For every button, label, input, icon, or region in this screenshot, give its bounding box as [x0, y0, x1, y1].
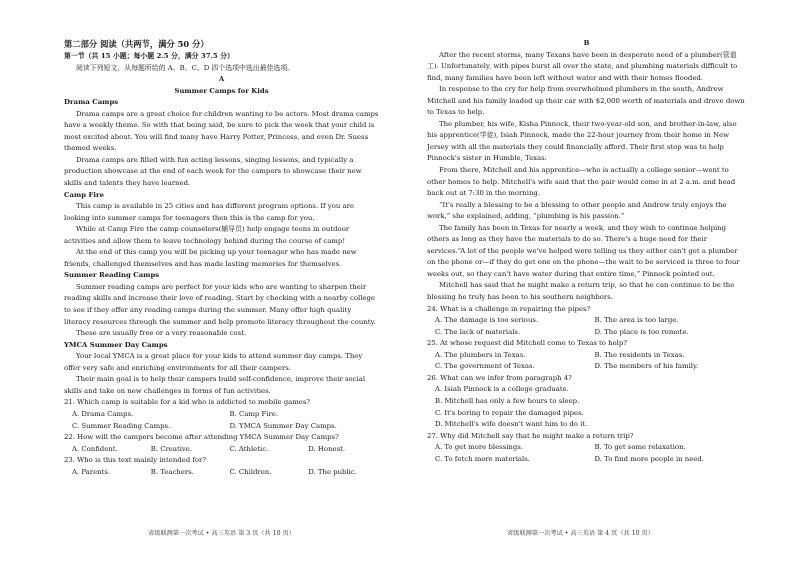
- answer-option: B. Mitchell has only a few hours to sleep.: [435, 396, 580, 405]
- answer-option: B. Camp Fire.: [229, 409, 279, 418]
- answer-option: B. To get some relaxation.: [594, 443, 686, 452]
- answer-option: A. Isiah Pinnock is a college graduate.: [435, 385, 569, 394]
- paragraph: In response to the cry for help from overwhelmed plumbers in the south, Andrew Mitchell and his family loaded up their car with $2,000 worth of materials and drove down to Texas to help.: [427, 85, 745, 117]
- answer-option: C. Athletic.: [229, 444, 269, 453]
- passage-letter-b: B: [583, 39, 590, 47]
- option-row: [427, 442, 746, 454]
- paragraph: These are usually free or a very reasonable cost.: [76, 329, 247, 338]
- option-row: [427, 396, 746, 408]
- paragraph: Your local YMCA is a great place for your kids to attend summer day camps. They offer very safe and enriching environments for all their campers.: [64, 352, 363, 372]
- paragraph: Mitchell has said that he might make a return trip, so that he can continue to be the blessing he truly has been to his southern neighbors.: [427, 281, 735, 302]
- question-stem: 22. How will the campers become after attending YMCA Summer Day Camps?: [64, 433, 339, 442]
- answer-option: A. Drama Camps.: [72, 409, 134, 418]
- answer-option: B. Creative.: [150, 444, 193, 453]
- option-row: [64, 409, 379, 421]
- option-row: [427, 408, 746, 420]
- option-row: [427, 327, 746, 339]
- paragraph: The family has been in Texas for nearly a week, and they wish to continue helping others as long as they have the materials to do so. There's a huge need for their services.“A lot of the people we've helped were telling us they either can't get a plumber on the phone or—if they do get one on the phone—the wait to be serviced is three to four weeks out, so they can't have water during that entire time,” Pinnock pointed out.: [427, 223, 740, 278]
- section-heading: Summer Reading Camps: [64, 271, 160, 280]
- section-heading: Drama Camps: [64, 98, 119, 107]
- right-page: [397, 0, 794, 562]
- page-footer: 省级联测第一次考试 • 高三英语 第 4 页（共 10 页）: [507, 530, 654, 537]
- answer-option: D. Mitchell's wife doesn't want him to do it.: [435, 420, 588, 429]
- answer-option: A. The plumbers in Texas.: [435, 350, 526, 359]
- paragraph: While at Camp Fire the camp counselors(辅导员) help engage teens in outdoor activities and allow them to leave technology behind during the course of camp!: [64, 225, 350, 245]
- paragraph: Their main goal is to help their campers build self-confidence, improve their social skills and take on new challenges in forms of fun activities.: [64, 375, 366, 395]
- answer-option: C. To fetch more materials.: [435, 454, 530, 463]
- option-row: [427, 350, 746, 362]
- question-stem: 24. What is a challenge in repairing the pipes?: [427, 304, 591, 313]
- answer-option: D. The place is too remote.: [594, 327, 689, 336]
- answer-option: C. It's boring to repair the damaged pipes.: [435, 408, 584, 417]
- paragraph: This camp is available in 25 cities and has different program options. If you are looking into summer camps for teenagers then this is the camp for you.: [64, 202, 354, 222]
- answer-option: D. YMCA Summer Day Camps.: [229, 421, 337, 430]
- passage-letter-a: A: [218, 75, 225, 84]
- answer-option: A. Parents.: [72, 467, 111, 476]
- answer-option: A. Confident.: [72, 444, 118, 453]
- answer-option: D. Honest.: [308, 444, 346, 453]
- answer-option: B. The area is too large.: [594, 316, 679, 325]
- answer-option: A. The damage is too serious.: [435, 316, 539, 325]
- paragraph: Drama camps are filled with fun acting lessons, singing lessons, and typically a production showcase at the end of each week for the campers to showcase their new skills and talents they have learned.: [64, 155, 362, 188]
- option-row: [427, 384, 746, 396]
- answer-option: B. The residents in Texas.: [594, 350, 685, 359]
- question-list: [427, 304, 746, 466]
- page-footer: 省级联测第一次考试 • 高三英语 第 3 页（共 10 页）: [148, 530, 295, 537]
- question-stem: 25. At whose request did Mitchell come to Texas to help?: [427, 339, 627, 348]
- option-row: [427, 419, 746, 431]
- option-row: [64, 444, 379, 456]
- paragraph: “It's really a blessing to be a blessing to other people and Andrew truly enjoys the work,” she explained, adding, “plumbing is his passion.”: [427, 200, 727, 221]
- answer-option: B. Teachers.: [150, 467, 194, 476]
- question-list: [64, 397, 379, 478]
- paragraph: At the end of this camp you will be picking up your teenager who has made new friends, challenged themselves and has made lasting memories for themselves.: [64, 248, 357, 268]
- question-stem: 27. Why did Mitchell say that he might make a return trip?: [427, 431, 634, 440]
- paragraph: Summer reading camps are perfect for your kids who are wanting to sharpen their reading skills and increase their love of reading. Start by checking with a nearby college to see if they offer any reading camps during the summer. Many offer high quality literacy resources through the summer and help promote literacy throughout the county.: [64, 282, 376, 326]
- answer-option: C. Children.: [229, 467, 272, 476]
- paragraph: After the recent storms, many Texans have been in desperate need of a plumber(管道工). Unfortunately, with pipes burst all over the state, and plumbing materials difficult to find, many families have been left without water and with their homes flooded.: [427, 50, 738, 82]
- section-heading: YMCA Summer Day Camps: [64, 340, 168, 349]
- question-stem: 21. Which camp is suitable for a kid who is addicted to mobile games?: [64, 398, 311, 407]
- option-row: [427, 361, 746, 373]
- passage-title: Summer Camps for Kids: [174, 86, 269, 95]
- answer-option: D. To find more people in need.: [594, 454, 704, 463]
- option-row: [427, 454, 746, 466]
- answer-option: C. The government of Texas.: [435, 362, 535, 371]
- option-row: [64, 421, 379, 433]
- paragraph: Drama camps are a great choice for children wanting to be actors. Most drama camps have a weekly theme. So with that being said, be sure to pick the week that your child is most excited about. You will find many have Harry Potter, Princess, and even Dr. Suess themed weeks.: [64, 109, 379, 153]
- left-column: [64, 38, 379, 478]
- section-title: 第二部分 阅读（共两节，满分 50 分）: [64, 39, 209, 49]
- answer-option: C. The lack of materials.: [435, 327, 521, 336]
- option-row: [64, 467, 379, 479]
- paragraph: From there, Mitchell and his apprentice—who is actually a college senior—went to other homes to help. Mitchell's wife said that the pair would come in at 2 a.m. and head back out at 7:30 in the morning.: [427, 166, 736, 198]
- sub-section-title: 第一节（共 15 小题；每小题 2.5 分，满分 37.5 分）: [64, 52, 234, 60]
- paragraph: The plumber, his wife, Kisha Pinnock, their two-year-old son, and brother-in-law, also his apprentice(学徒), Isiah Pinnock, made the 22-hour journey from their home in New Jersey with all the materials they could financially afford. Their first stop was to help Pinnock's sister in Humble, Texas.: [427, 119, 737, 163]
- question-stem: 23. Who is this text mainly intended for?: [64, 456, 207, 465]
- question-stem: 26. What can we infer from paragraph 4?: [427, 373, 572, 382]
- right-column: [427, 38, 746, 465]
- answer-option: D. The members of his family.: [594, 362, 699, 371]
- answer-option: D. The public.: [308, 467, 357, 476]
- answer-option: C. Summer Reading Camps.: [72, 421, 171, 430]
- instruction: 阅读下列短文，从每题所给的 A、B、C、D 四个选项中选出最佳选项。: [76, 63, 295, 72]
- answer-option: A. To get more blessings.: [435, 443, 523, 452]
- option-row: [427, 315, 746, 327]
- section-heading: Camp Fire: [64, 190, 104, 199]
